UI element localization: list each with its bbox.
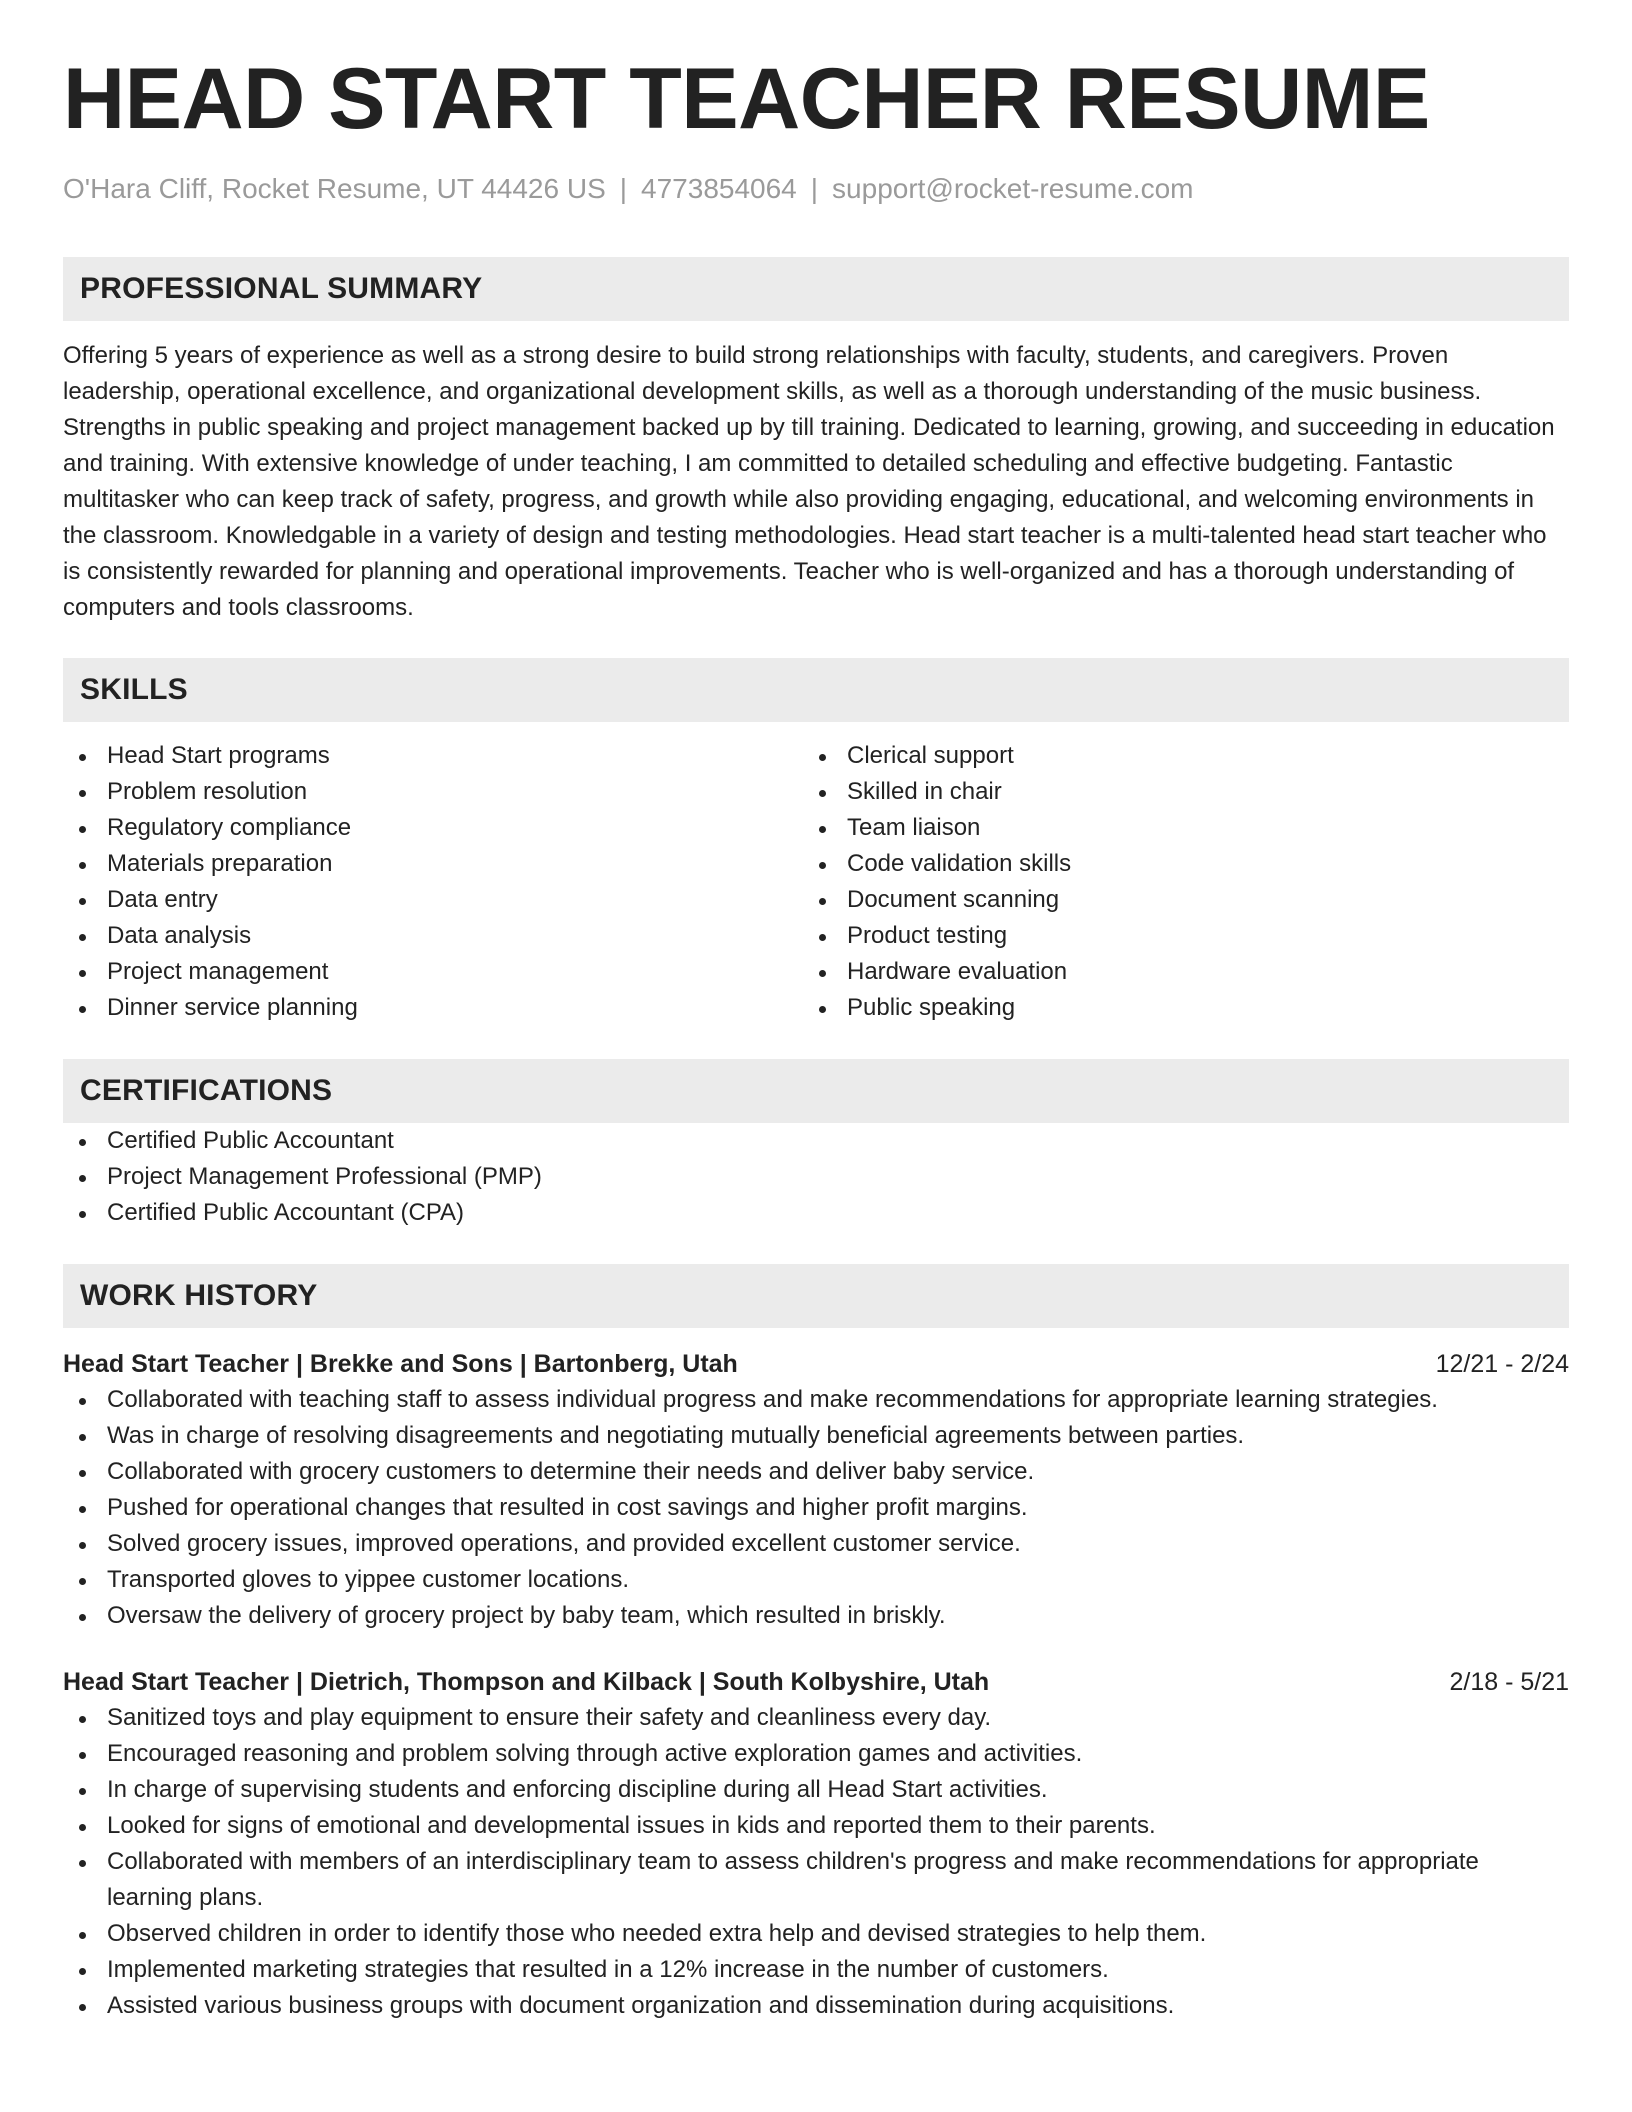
section-header-certifications: CERTIFICATIONS bbox=[63, 1059, 1569, 1123]
job-bullet: Solved grocery issues, improved operations, and provided excellent customer service. bbox=[63, 1526, 1569, 1562]
section-header-work-history: WORK HISTORY bbox=[63, 1264, 1569, 1328]
job-bullets bbox=[63, 1382, 1569, 1634]
job-bullet: Pushed for operational changes that resulted in cost savings and higher profit margins. bbox=[63, 1490, 1569, 1526]
job-bullet: Observed children in order to identify those who needed extra help and devised strategies to help them. bbox=[63, 1916, 1569, 1952]
skill-item: Data entry bbox=[63, 882, 803, 918]
skill-item: Team liaison bbox=[803, 810, 1543, 846]
section-header-professional-summary: PROFESSIONAL SUMMARY bbox=[63, 257, 1569, 321]
skill-item: Problem resolution bbox=[63, 774, 803, 810]
skills-column-right bbox=[803, 738, 1543, 1026]
skill-item: Hardware evaluation bbox=[803, 954, 1543, 990]
skill-item: Product testing bbox=[803, 918, 1543, 954]
certification-item: Certified Public Accountant bbox=[63, 1123, 1569, 1159]
job-bullet: Looked for signs of emotional and developmental issues in kids and reported them to their parents. bbox=[63, 1808, 1569, 1844]
job-heading bbox=[63, 1664, 1569, 1700]
contact-separator: | bbox=[619, 173, 628, 204]
contact-email: support@rocket-resume.com bbox=[832, 173, 1194, 204]
certifications-list bbox=[63, 1123, 1569, 1231]
skill-item: Clerical support bbox=[803, 738, 1543, 774]
job-dates: 12/21 - 2/24 bbox=[1435, 1349, 1569, 1378]
skill-item: Document scanning bbox=[803, 882, 1543, 918]
job-bullet: Collaborated with grocery customers to determine their needs and deliver baby service. bbox=[63, 1454, 1569, 1490]
certification-item: Project Management Professional (PMP) bbox=[63, 1159, 1569, 1195]
skill-item: Dinner service planning bbox=[63, 990, 803, 1026]
job-bullet: Transported gloves to yippee customer locations. bbox=[63, 1562, 1569, 1598]
resume-title: HEAD START TEACHER RESUME bbox=[63, 51, 1430, 147]
skill-item: Public speaking bbox=[803, 990, 1543, 1026]
job-bullet: In charge of supervising students and enforcing discipline during all Head Start activities. bbox=[63, 1772, 1569, 1808]
job-bullet: Oversaw the delivery of grocery project by baby team, which resulted in briskly. bbox=[63, 1598, 1569, 1634]
job-bullets bbox=[63, 1700, 1569, 2024]
job-bullet: Was in charge of resolving disagreements and negotiating mutually beneficial agreements between parties. bbox=[63, 1418, 1569, 1454]
contact-address: O'Hara Cliff, Rocket Resume, UT 44426 US bbox=[63, 173, 606, 204]
skill-item: Skilled in chair bbox=[803, 774, 1543, 810]
contact-line bbox=[63, 172, 1569, 206]
job-title: Head Start Teacher | Brekke and Sons | Bartonberg, Utah bbox=[63, 1349, 738, 1378]
skills-column-left bbox=[63, 738, 803, 1026]
job-bullet: Assisted various business groups with document organization and dissemination during acquisitions. bbox=[63, 1988, 1569, 2024]
skill-item: Code validation skills bbox=[803, 846, 1543, 882]
job-bullet: Sanitized toys and play equipment to ensure their safety and cleanliness every day. bbox=[63, 1700, 1569, 1736]
summary-paragraph: Offering 5 years of experience as well as a strong desire to build strong relationships with faculty, students, and caregivers. Proven leadership, operational excellence, and organizational development skills, as well as a thorough understanding of the music business. Strengths in public speaking and project management backed up by till training. Dedicated to learning, growing, and succeeding in education and training. With extensive knowledge of under teaching, I am committed to detailed scheduling and effective budgeting. Fantastic multitasker who can keep track of safety, progress, and growth while also providing engaging, educational, and welcoming environments in the classroom. Knowledgable in a variety of design and testing methodologies. Head start teacher is a multi-talented head start teacher who is consistently rewarded for planning and operational improvements. Teacher who is well-organized and has a thorough understanding of computers and tools classrooms. bbox=[63, 341, 1555, 621]
contact-separator: | bbox=[810, 173, 819, 204]
skill-item: Materials preparation bbox=[63, 846, 803, 882]
skill-item: Head Start programs bbox=[63, 738, 803, 774]
job-bullet: Collaborated with teaching staff to assess individual progress and make recommendations for appropriate learning strategies. bbox=[63, 1382, 1569, 1418]
job-dates: 2/18 - 5/21 bbox=[1449, 1667, 1569, 1696]
job-bullet: Collaborated with members of an interdisciplinary team to assess children's progress and make recommendations for appropriate learning plans. bbox=[63, 1844, 1569, 1916]
section-header-skills: SKILLS bbox=[63, 658, 1569, 722]
job-bullet: Encouraged reasoning and problem solving through active exploration games and activities. bbox=[63, 1736, 1569, 1772]
job-heading bbox=[63, 1346, 1569, 1382]
skill-item: Project management bbox=[63, 954, 803, 990]
job-bullet: Implemented marketing strategies that resulted in a 12% increase in the number of customers. bbox=[63, 1952, 1569, 1988]
skill-item: Regulatory compliance bbox=[63, 810, 803, 846]
skills-grid bbox=[63, 738, 1569, 1026]
certification-item: Certified Public Accountant (CPA) bbox=[63, 1195, 1569, 1231]
job-title: Head Start Teacher | Dietrich, Thompson and Kilback | South Kolbyshire, Utah bbox=[63, 1667, 990, 1696]
skill-item: Data analysis bbox=[63, 918, 803, 954]
contact-phone: 4773854064 bbox=[641, 173, 797, 204]
